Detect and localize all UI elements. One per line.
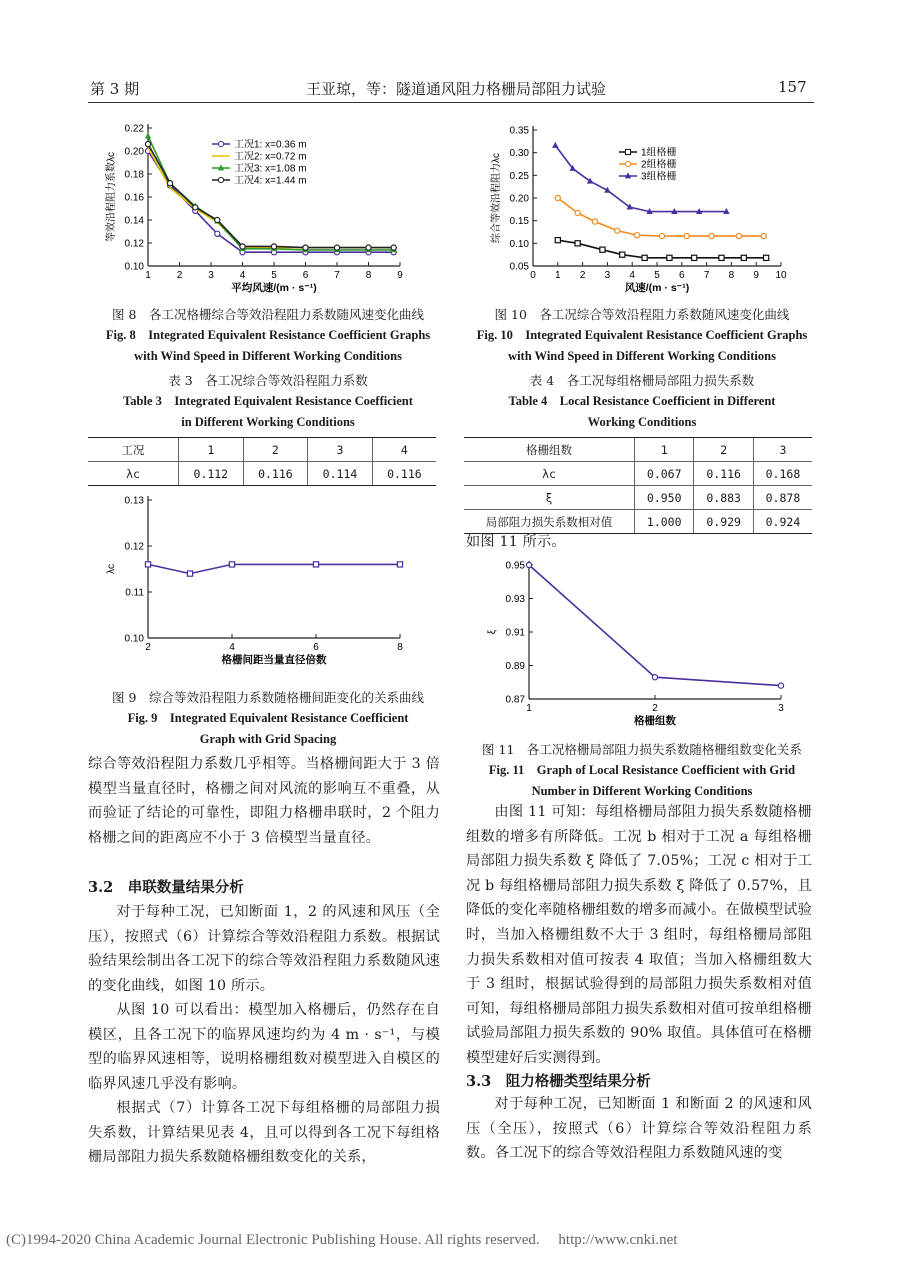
table-cell: 1.000: [635, 510, 694, 534]
y-axis-label: ξ: [487, 629, 498, 635]
page-number: 157: [778, 78, 807, 96]
y-tick-label: 0.20: [124, 146, 144, 158]
table-cell: 0.168: [753, 462, 812, 486]
data-point: [635, 233, 640, 238]
fig11-caption-cn: 图 11 各工况格栅局部阻力损失系数随格栅组数变化关系: [482, 742, 802, 757]
data-point: [240, 244, 245, 249]
table-cell: 0.950: [635, 486, 694, 510]
data-point: [692, 255, 697, 260]
fig10-caption-cn: 图 10 各工况综合等效沿程阻力系数随风速变化曲线: [494, 307, 790, 322]
data-point: [719, 255, 724, 260]
data-point: [600, 247, 605, 252]
x-tick-label: 2: [579, 270, 586, 281]
y-tick-label: 0.95: [505, 560, 525, 572]
data-point: [215, 217, 220, 222]
data-point: [555, 238, 560, 243]
x-tick-label: 5: [654, 270, 660, 281]
y-axis-label: 综合等效沿程阻力λc: [491, 153, 502, 243]
x-tick-label: 4: [229, 642, 235, 653]
fig10-chart: [485, 118, 815, 303]
y-axis-label: λc: [106, 564, 117, 574]
x-tick-label: 4: [239, 270, 246, 281]
x-tick-label: 1: [526, 703, 532, 714]
paragraph: 如图 11 所示。: [466, 534, 566, 550]
table-cell: 0.112: [179, 462, 244, 486]
data-point: [667, 255, 672, 260]
table-cell: 局部阻力损失系数相对值: [464, 510, 635, 534]
paragraph: 对于每种工况，已知断面 1 和断面 2 的风速和风压（全压），按照式（6）计算综合等效沿程阻力系数。各工况下的综合等效沿程阻力系数随风速的变: [466, 1096, 812, 1162]
table4-caption-en2: Working Conditions: [587, 415, 697, 429]
y-tick-label: 0.12: [124, 238, 144, 250]
table4-caption-en1: Table 4 Local Resistance Coefficient in Different: [508, 394, 776, 408]
data-point: [145, 562, 150, 567]
data-point: [215, 231, 220, 236]
y-tick-label: 0.93: [505, 594, 525, 605]
fig8-caption-en2: with Wind Speed in Different Working Conditions: [134, 349, 402, 363]
running-title: 王亚琼，等：隧道通风阻力格栅局部阻力试验: [306, 80, 607, 98]
x-tick-label: 0: [530, 270, 536, 281]
fig9-chart: [100, 490, 430, 672]
data-point: [642, 255, 647, 260]
data-point: [659, 233, 664, 238]
x-axis-label: 格栅间距当量直径倍数: [221, 654, 327, 666]
table-row: [464, 462, 812, 486]
x-tick-label: 5: [271, 270, 277, 281]
x-tick-label: 2: [652, 703, 658, 714]
table-cell: 3: [308, 438, 373, 462]
x-tick-label: 8: [728, 270, 735, 281]
table-cell: 工况: [88, 438, 179, 462]
data-point: [303, 245, 308, 250]
y-tick-label: 0.35: [509, 125, 529, 137]
legend-label: 工况3: x=1.08 m: [234, 163, 307, 175]
table-cell: 格栅组数: [464, 438, 635, 462]
series-line: [558, 240, 766, 258]
data-point: [229, 562, 234, 567]
data-point: [313, 562, 318, 567]
fig8-chart: [100, 118, 430, 303]
x-tick-label: 2: [145, 642, 151, 653]
data-point: [627, 203, 633, 209]
fig9-caption-cn: 图 9 综合等效沿程阻力系数随格栅间距变化的关系曲线: [112, 690, 424, 705]
table-cell: 0.067: [635, 462, 694, 486]
data-point: [397, 562, 402, 567]
y-tick-label: 0.11: [125, 587, 144, 599]
data-point: [761, 233, 766, 238]
table-row: [464, 486, 812, 510]
y-tick-label: 0.15: [509, 216, 529, 228]
x-tick-label: 8: [365, 270, 372, 281]
data-point: [552, 142, 558, 148]
data-point: [366, 245, 371, 250]
y-tick-label: 0.18: [124, 169, 144, 181]
x-tick-label: 7: [703, 270, 710, 281]
x-tick-label: 9: [753, 270, 759, 281]
data-point: [193, 205, 198, 210]
x-axis-label: 风速/(m · s⁻¹): [624, 282, 690, 294]
y-tick-label: 0.10: [124, 633, 144, 645]
table-row: [464, 438, 812, 462]
table-cell: 0.116: [243, 462, 308, 486]
fig11-chart: [485, 555, 815, 733]
section-3-3-heading: 3.3 阻力格栅类型结果分析: [466, 1073, 651, 1090]
paragraph: 根据式（7）计算各工况下每组格栅的局部阻力损失系数，计算结果见表 4，且可以得到各工况下每组格栅局部阻力损失系数随格栅组数变化的关系，: [88, 1100, 440, 1166]
y-tick-label: 0.13: [124, 495, 144, 507]
table-cell: 0.878: [753, 486, 812, 510]
table-cell: 1: [179, 438, 244, 462]
table-cell: 0.114: [308, 462, 373, 486]
legend-label: 工况1: x=0.36 m: [234, 139, 307, 151]
data-point: [575, 241, 580, 246]
x-tick-label: 1: [145, 270, 151, 281]
y-tick-label: 0.10: [509, 238, 529, 250]
x-tick-label: 9: [397, 270, 403, 281]
y-tick-label: 0.89: [505, 661, 525, 672]
data-point: [526, 562, 531, 567]
table-cell: 0.924: [753, 510, 812, 534]
legend-label: 2组格栅: [641, 159, 677, 171]
x-axis-label: 平均风速/(m · s⁻¹): [231, 282, 317, 294]
x-axis-label: 格栅组数: [634, 715, 676, 727]
data-point: [652, 675, 657, 680]
data-point: [615, 228, 620, 233]
header-rule: [88, 102, 814, 103]
fig11-caption-en1: Fig. 11 Graph of Local Resistance Coefficient with Grid: [488, 763, 796, 777]
table-cell: 0.929: [694, 510, 753, 534]
table4-caption-cn: 表 4 各工况每组格栅局部阻力损失系数: [529, 373, 755, 388]
data-point: [684, 233, 689, 238]
legend-label: 1组格栅: [641, 147, 677, 159]
paragraph: 对于每种工况，已知断面 1，2 的风速和风压（全压），按照式（6）计算综合等效沿程阻力系数。根据试验结果绘制出各工况下的综合等效沿程阻力系数随风速的变化曲线，如图 10 所示。: [88, 904, 440, 994]
table-cell: 0.116: [694, 462, 753, 486]
table-cell: 2: [243, 438, 308, 462]
x-tick-label: 2: [176, 270, 183, 281]
x-tick-label: 7: [334, 270, 340, 281]
series-line: [529, 565, 781, 686]
legend-label: 工况2: x=0.72 m: [234, 151, 307, 163]
fig10-caption-en1: Fig. 10 Integrated Equivalent Resistance Coefficient Graphs: [476, 328, 808, 342]
y-tick-label: 0.05: [509, 261, 529, 273]
table-row: [88, 462, 436, 486]
data-point: [145, 132, 151, 138]
y-tick-label: 0.20: [509, 193, 529, 205]
x-tick-label: 6: [679, 270, 685, 281]
table4: [464, 437, 812, 534]
table-cell: 0.116: [372, 462, 436, 486]
x-tick-label: 10: [775, 270, 787, 281]
fig8-caption-en1: Fig. 8 Integrated Equivalent Resistance Coefficient Graphs: [105, 328, 431, 342]
fig10-caption-en2: with Wind Speed in Different Working Conditions: [508, 349, 776, 363]
x-tick-label: 8: [397, 642, 403, 653]
data-point: [736, 233, 741, 238]
data-point: [391, 245, 396, 250]
x-tick-label: 6: [302, 270, 309, 281]
x-tick-label: 4: [629, 270, 635, 281]
fig9-caption-en1: Fig. 9 Integrated Equivalent Resistance Coefficient: [127, 711, 409, 725]
table3-caption-en2: in Different Working Conditions: [181, 415, 355, 429]
series-line: [558, 198, 764, 236]
table-cell: 4: [372, 438, 436, 462]
y-tick-label: 0.30: [509, 148, 529, 160]
y-axis-label: 等效沿程阻力系数λc: [106, 152, 117, 242]
table-cell: 1: [635, 438, 694, 462]
data-point: [271, 244, 276, 249]
table-row: [88, 438, 436, 462]
data-point: [741, 255, 746, 260]
table3-caption-en1: Table 3 Integrated Equivalent Resistance Coefficient: [123, 394, 413, 408]
y-tick-label: 0.25: [509, 170, 529, 182]
table-cell: 2: [694, 438, 753, 462]
paragraph: 由图 11 可知：每组格栅局部阻力损失系数随格栅组数的增多有所降低。工况 b 相对于工况 a 每组格栅局部阻力损失系数 ξ 降低了 7.05%；工况 c 相对于工况 b 每组格栅局部阻力损失系数 ξ 降低了 0.57%，且降低的变化率随格栅组数的增多而减小。在做模型试验时，当加入格栅组数不大于 3 组时，每组格栅局部阻力损失系数相对值可按表 4 取值；当加入格栅组数大于 3 组时，根据试验得到的局部阻力损失系数相对值可知，每组格栅局部阻力损失系数相对值可按单组格栅试验局部阻力损失系数的 90% 取值。具体值可在格栅模型建好后实测得到。: [466, 804, 812, 1066]
issue-number: 第 3 期: [90, 80, 140, 98]
x-tick-label: 3: [604, 270, 611, 281]
copyright-footer: (C)1994-2020 China Academic Journal Electronic Publishing House. All rights reserved. http://www.cnki.net: [6, 1232, 678, 1248]
table3: [88, 437, 436, 486]
y-tick-label: 0.14: [124, 215, 144, 227]
paragraph: 从图 10 可以看出：模型加入格栅后，仍然存在自模区，且各工况下的临界风速均约为 4 m · s⁻¹，与模型的临界风速相等，说明格栅组数对模型进入自模区的临界风速几乎没有影响。: [88, 1002, 440, 1092]
data-point: [592, 219, 597, 224]
data-point: [167, 181, 172, 186]
legend-label: 3组格栅: [641, 171, 677, 183]
y-tick-label: 0.87: [505, 694, 525, 706]
paragraph: 综合等效沿程阻力系数几乎相等。当格栅间距大于 3 倍模型当量直径时，格栅之间对风流的影响互不重叠，从而验证了结论的可靠性，即阻力格栅串联时，2 个阻力格栅之间的距离应不小于 3 倍模型当量直径。: [88, 756, 440, 846]
data-point: [778, 683, 783, 688]
x-tick-label: 3: [778, 703, 784, 714]
data-point: [575, 210, 580, 215]
table-cell: ξ: [464, 486, 635, 510]
data-point: [620, 252, 625, 257]
legend-marker: [625, 161, 630, 166]
y-tick-label: 0.91: [505, 627, 525, 639]
data-point: [587, 178, 593, 184]
legend-marker: [625, 149, 630, 154]
table-cell: 0.883: [694, 486, 753, 510]
legend-marker: [218, 141, 223, 146]
series-line: [148, 564, 400, 573]
fig9-caption-en2: Graph with Grid Spacing: [199, 732, 337, 746]
data-point: [709, 233, 714, 238]
data-point: [555, 195, 560, 200]
table3-caption-cn: 表 3 各工况综合等效沿程阻力系数: [168, 373, 368, 388]
table-cell: λc: [88, 462, 179, 486]
y-tick-label: 0.16: [124, 192, 144, 204]
section-3-2-heading: 3.2 串联数量结果分析: [88, 879, 244, 896]
legend-label: 工况4: x=1.44 m: [234, 175, 307, 187]
x-tick-label: 3: [208, 270, 214, 281]
table-cell: λc: [464, 462, 635, 486]
x-tick-label: 6: [313, 642, 319, 653]
data-point: [145, 142, 150, 147]
y-tick-label: 0.22: [124, 123, 144, 135]
data-point: [187, 571, 192, 576]
fig8-caption-cn: 图 8 各工况格栅综合等效沿程阻力系数随风速变化曲线: [112, 307, 424, 322]
y-tick-label: 0.10: [124, 261, 144, 273]
data-point: [764, 255, 769, 260]
legend-marker: [218, 177, 223, 182]
x-tick-label: 1: [555, 270, 561, 281]
y-tick-label: 0.12: [124, 541, 144, 553]
table-cell: 3: [753, 438, 812, 462]
fig11-caption-en2: Number in Different Working Conditions: [531, 784, 753, 798]
data-point: [334, 245, 339, 250]
